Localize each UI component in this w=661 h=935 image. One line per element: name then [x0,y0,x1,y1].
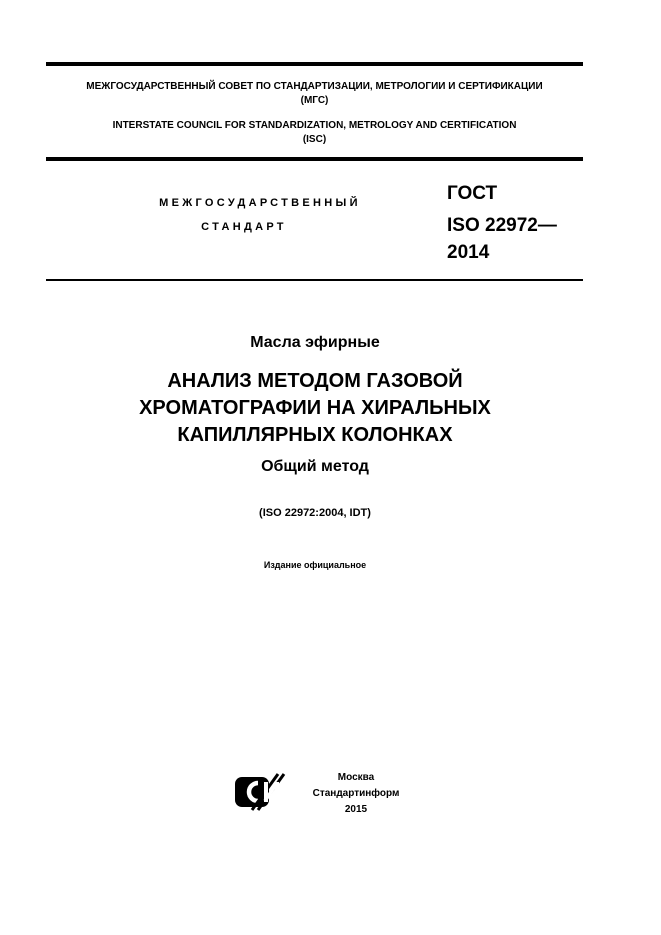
gost-label: ГОСТ [447,183,498,204]
publisher-city: Москва [337,772,375,783]
council-ru-line1: МЕЖГОСУДАРСТВЕННЫЙ СОВЕТ ПО СТАНДАРТИЗАЦИИ, МЕТРОЛОГИИ И СЕРТИФИКАЦИИ [86,81,543,92]
edition-note: Издание официальное [263,560,367,570]
gost-number: ISO 22972— [447,215,557,236]
iso-reference: (ISO 22972:2004, IDT) [259,507,371,519]
standard-type-line1: МЕЖГОСУДАРСТВЕННЫЙ [159,197,361,209]
document-title-line1: АНАЛИЗ МЕТОДОМ ГАЗОВОЙ [167,370,463,392]
council-ru-abbr: (МГС) [300,95,329,106]
council-en-abbr: (ISC) [302,134,327,145]
council-rule [46,157,583,161]
publisher-year: 2015 [344,804,368,815]
document-subtitle: Общий метод [261,458,369,475]
publisher-name: Стандартинформ [312,788,400,799]
publisher-block [296,770,416,818]
document-category: Масла эфирные [250,334,380,351]
gost-year: 2014 [447,242,490,263]
designation-rule [46,279,583,281]
document-title-line2: ХРОМАТОГРАФИИ НА ХИРАЛЬНЫХ [139,397,491,419]
standartinform-logo-icon [234,770,286,814]
document-title [0,368,630,449]
standard-type-line2: СТАНДАРТ [201,221,287,233]
top-rule [46,62,583,66]
document-title-line3: КАПИЛЛЯРНЫХ КОЛОНКАХ [177,424,453,446]
council-en-line1: INTERSTATE COUNCIL FOR STANDARDIZATION, METROLOGY AND CERTIFICATION [112,120,517,131]
